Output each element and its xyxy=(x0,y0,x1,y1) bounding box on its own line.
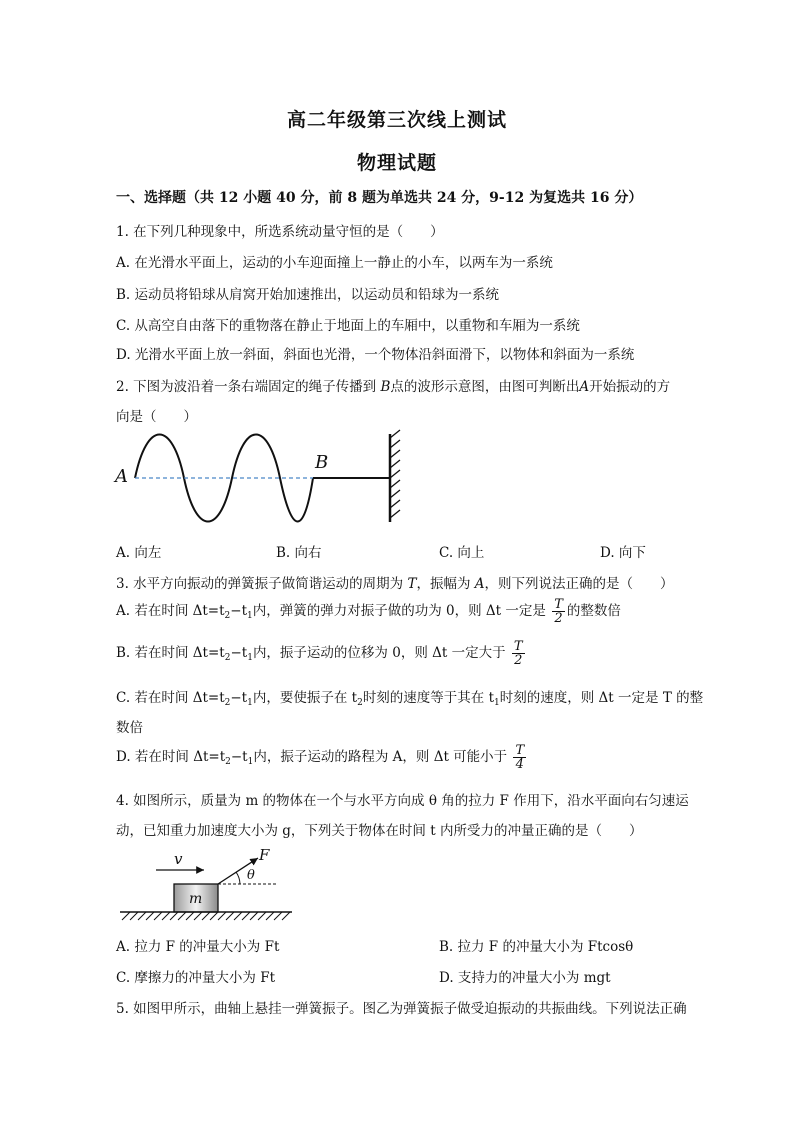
q2-option-c: C. 向上 xyxy=(439,545,485,561)
velocity-label: v xyxy=(174,850,183,868)
fraction-t-over-2: $\frac{T}{2}$ xyxy=(513,639,523,668)
wave-figure xyxy=(110,428,410,528)
q2-option-b: B. 向右 xyxy=(276,545,322,561)
wave-curve xyxy=(135,435,313,522)
mass-label: m xyxy=(189,891,203,907)
q1-option-d: D. 光滑水平面上放一斜面，斜面也光滑，一个物体沿斜面滑下，以物体和斜面为一系统 xyxy=(116,347,635,363)
q4-option-b: B. 拉力 F 的冲量大小为 Ftcosθ xyxy=(439,939,634,955)
q4-option-a: A. 拉力 F 的冲量大小为 Ft xyxy=(116,939,280,955)
q3-option-c-line2: 数倍 xyxy=(116,720,143,736)
force-label: F xyxy=(259,846,270,864)
q3-option-c: C. 若在时间 $\Delta t=t_2-t_1$内，要使振子在 $t_2$时刻的速度等于其在 $t_1$时刻的速度，则 Δt 一定是 T 的整 xyxy=(116,690,704,708)
q2-option-a: A. 向左 xyxy=(116,545,162,561)
point-b-label: B xyxy=(315,452,329,473)
q3-option-b: B. 若在时间 $\Delta t=t_2-t_1$内，振子运动的位移为 0，则 Δt 一定大于 $\frac{T}{2}$ xyxy=(116,639,523,668)
section-heading: 一、选择题（共 12 小题 40 分，前 8 题为单选共 24 分，9-12 为复选共 16 分） xyxy=(116,190,643,206)
block-force-figure xyxy=(116,846,301,926)
q3-option-a: A. 若在时间 $\Delta t=t_2-t_1$内，弹簧的弹力对振子做的功为 0，则 Δt 一定是 $\frac{T}{2}$ 的整数倍 xyxy=(116,597,621,626)
page-title: 高二年级第三次线上测试 xyxy=(286,109,507,131)
q4-stem-line2: 动，已知重力加速度大小为 g，下列关于物体在时间 t 内所受力的冲量正确的是（ ） xyxy=(116,823,643,839)
q1-stem: 1. 在下列几种现象中，所选系统动量守恒的是（ ） xyxy=(116,224,444,240)
wall-hatching xyxy=(390,430,400,518)
q4-option-c: C. 摩擦力的冲量大小为 Ft xyxy=(116,970,276,986)
ground-hatching xyxy=(122,912,290,920)
q4-stem: 4. 如图所示，质量为 m 的物体在一个与水平方向成 θ 角的拉力 F 作用下，沿水平面向右匀速运 xyxy=(116,793,689,809)
theta-label: θ xyxy=(247,868,255,883)
q4-option-d: D. 支持力的冲量大小为 mgt xyxy=(439,970,611,986)
fraction-t-over-4: $\frac{T}{4}$ xyxy=(515,743,525,772)
q5-stem: 5. 如图甲所示，曲轴上悬挂一弹簧振子。图乙为弹簧振子做受迫振动的共振曲线。下列说法正确 xyxy=(116,1001,687,1017)
q2-stem-line2: 向是（ ） xyxy=(116,409,197,425)
q3-option-d: D. 若在时间 $\Delta t=t_2-t_1$内，振子运动的路程为 A，则 Δt 可能小于 $\frac{T}{4}$ xyxy=(116,743,525,772)
q1-option-a: A. 在光滑水平面上，运动的小车迎面撞上一静止的小车，以两车为一系统 xyxy=(116,255,553,271)
page-subtitle: 物理试题 xyxy=(356,152,437,174)
q2-option-d: D. 向下 xyxy=(600,545,646,561)
fraction-t-over-2: $\frac{T}{2}$ xyxy=(554,597,563,626)
q1-option-b: B. 运动员将铅球从肩窝开始加速推出，以运动员和铅球为一系统 xyxy=(116,287,500,303)
q3-stem: 3. 水平方向振动的弹簧振子做简谐运动的周期为 T，振幅为 A，则下列说法正确的是（ ） xyxy=(116,576,674,592)
q1-option-c: C. 从高空自由落下的重物落在静止于地面上的车厢中，以重物和车厢为一系统 xyxy=(116,318,580,334)
q2-stem: 2. 下图为波沿着一条右端固定的绳子传播到 B点的波形示意图，由图可判断出A开始振动的方 xyxy=(116,379,671,395)
angle-arc xyxy=(236,872,240,884)
point-a-label: A xyxy=(115,466,128,487)
